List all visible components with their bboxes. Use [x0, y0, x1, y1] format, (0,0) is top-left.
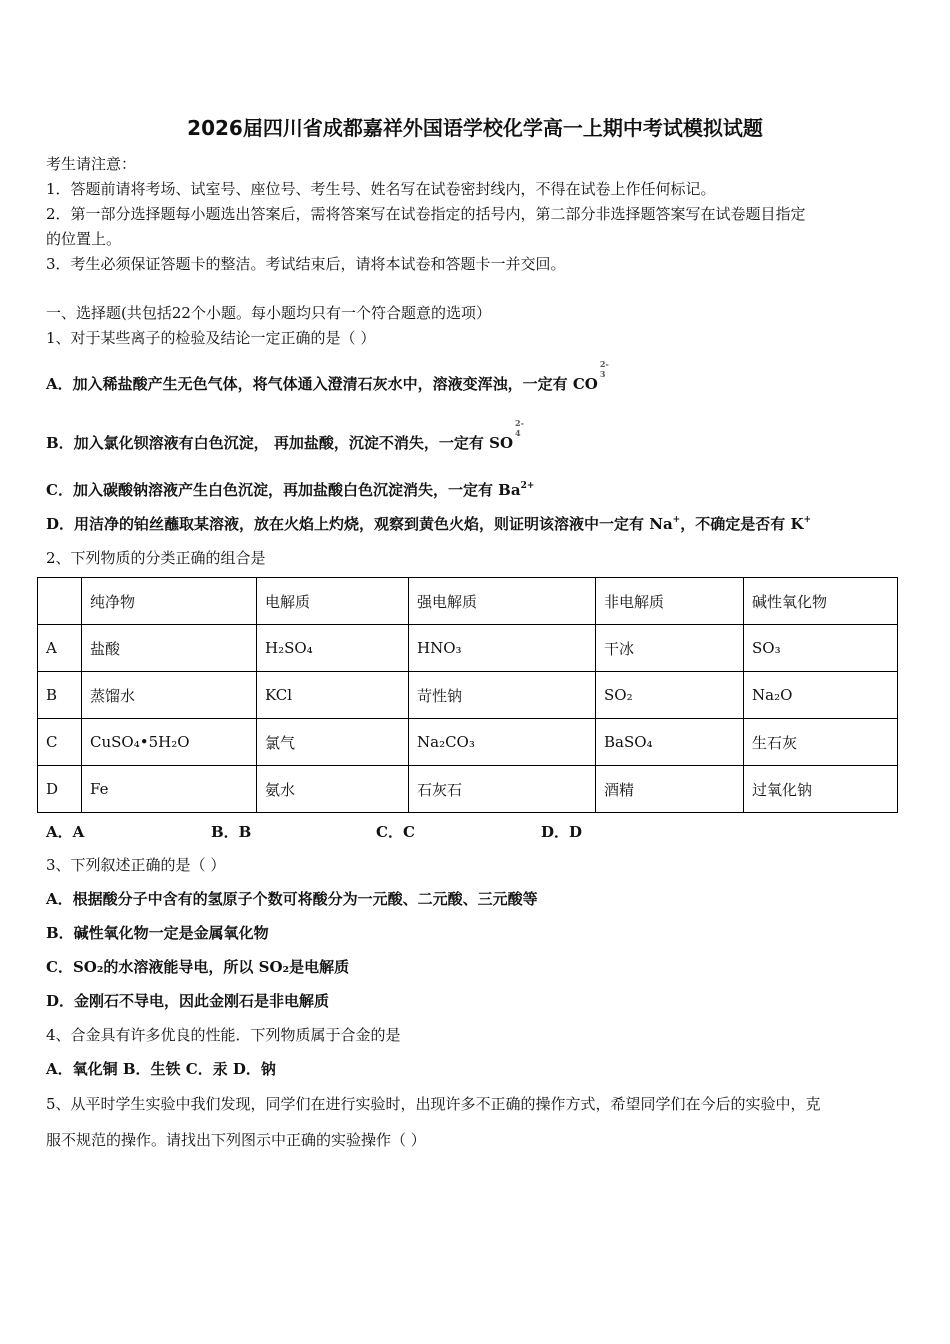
q1-option-c: [46, 479, 534, 500]
notice-item-3: 3．考生必须保证答题卡的整洁。考试结束后，请将本试卷和答题卡一并交回。: [46, 255, 566, 273]
table-cell: Na₂CO₃: [409, 719, 596, 766]
table-cell: 石灰石: [409, 766, 596, 813]
q1-option-b: [46, 418, 524, 453]
q2-option-d: D．D: [541, 823, 583, 841]
page-title: 2026届四川省成都嘉祥外国语学校化学高一上期中考试模拟试题: [187, 116, 763, 140]
table-cell: KCl: [257, 672, 409, 719]
table-cell: 氨水: [257, 766, 409, 813]
q5-stem-line1: 5、从平时学生实验中我们发现，同学们在进行实验时，出现许多不正确的操作方式，希望同学们在今后的实验中，克: [46, 1095, 821, 1113]
q2-option-c: C．C: [376, 823, 415, 841]
table-cell: Na₂O: [744, 672, 898, 719]
notice-item-2: 2．第一部分选择题每小题选出答案后，需将答案写在试卷指定的括号内，第二部分非选择题答案写在试卷题目指定: [46, 205, 806, 223]
q1-option-b-ion: 2- 4: [515, 418, 524, 438]
table-cell: C: [38, 719, 82, 766]
q2-option-b: B．B: [211, 823, 252, 841]
classification-table: [37, 577, 898, 813]
table-cell: B: [38, 672, 82, 719]
table-cell: D: [38, 766, 82, 813]
q1-option-c-text: C．加入碳酸钠溶液产生白色沉淀，再加盐酸白色沉淀消失，一定有 Ba: [46, 481, 521, 499]
table-cell: 苛性钠: [409, 672, 596, 719]
table-header-row: [38, 578, 898, 625]
table-row: [38, 719, 898, 766]
table-cell: 盐酸: [82, 625, 257, 672]
section-heading: 一、选择题(共包括22个小题。每小题均只有一个符合题意的选项）: [46, 304, 491, 322]
q1-option-a-text: A．加入稀盐酸产生无色气体，将气体通入澄清石灰水中，溶液变浑浊，一定有 CO: [46, 375, 598, 393]
q5-stem-line2: 服不规范的操作。请找出下列图示中正确的实验操作（ ）: [46, 1131, 426, 1149]
table-header-cell: 强电解质: [409, 578, 596, 625]
q1-option-c-charge: 2+: [520, 481, 535, 491]
table-cell: 蒸馏水: [82, 672, 257, 719]
table-cell: 酒精: [596, 766, 744, 813]
table-cell: Fe: [82, 766, 257, 813]
table-row: [38, 672, 898, 719]
table-cell: SO₃: [744, 625, 898, 672]
table-header-cell: 电解质: [257, 578, 409, 625]
table-cell: 生石灰: [744, 719, 898, 766]
table-header-cell: 非电解质: [596, 578, 744, 625]
notice-item-1: 1．答题前请将考场、试室号、座位号、考生号、姓名写在试卷密封线内，不得在试卷上作任何标记。: [46, 180, 716, 198]
table-cell: H₂SO₄: [257, 625, 409, 672]
table-cell: CuSO₄•5H₂O: [82, 719, 257, 766]
table-cell: HNO₃: [409, 625, 596, 672]
q3-option-a: A．根据酸分子中含有的氢原子个数可将酸分为一元酸、二元酸、三元酸等: [46, 890, 538, 908]
q1-option-a-ion: 2- 3: [599, 359, 609, 379]
table-cell: 过氧化钠: [744, 766, 898, 813]
table-cell: 干冰: [596, 625, 744, 672]
table-cell: A: [38, 625, 82, 672]
q1-stem: 1、对于某些离子的检验及结论一定正确的是（ ）: [46, 329, 376, 347]
q3-stem: 3、下列叙述正确的是（ ）: [46, 856, 226, 874]
table-cell: BaSO₄: [596, 719, 744, 766]
table-row: [38, 625, 898, 672]
table-cell: SO₂: [596, 672, 744, 719]
q1-option-b-text: B．加入氯化钡溶液有白色沉淀， 再加盐酸，沉淀不消失，一定有 SO: [46, 434, 514, 452]
q4-stem: 4、合金具有许多优良的性能．下列物质属于合金的是: [46, 1026, 401, 1044]
table-header-cell: 纯净物: [82, 578, 257, 625]
table-row: [38, 766, 898, 813]
q3-option-c: C．SO₂的水溶液能导电，所以 SO₂是电解质: [46, 958, 350, 976]
notice-heading: 考生请注意：: [46, 155, 137, 173]
table-cell: 氯气: [257, 719, 409, 766]
q4-options: A．氧化铜 B．生铁 C．汞 D．钠: [46, 1060, 276, 1078]
q2-stem: 2、下列物质的分类正确的组合是: [46, 549, 266, 567]
q1-option-d: D．用洁净的铂丝蘸取某溶液，放在火焰上灼烧，观察到黄色火焰，则证明该溶液中一定有 Na+，不确定是否有 K+: [46, 515, 812, 533]
table-header-cell: [38, 578, 82, 625]
q3-option-b: B．碱性氧化物一定是金属氧化物: [46, 924, 269, 942]
notice-item-2-cont: 的位置上。: [46, 230, 122, 248]
table-header-cell: 碱性氧化物: [744, 578, 898, 625]
q1-option-a: [46, 359, 609, 394]
q3-option-d: D．金刚石不导电，因此金刚石是非电解质: [46, 992, 330, 1010]
q2-option-a: A．A: [46, 823, 85, 841]
